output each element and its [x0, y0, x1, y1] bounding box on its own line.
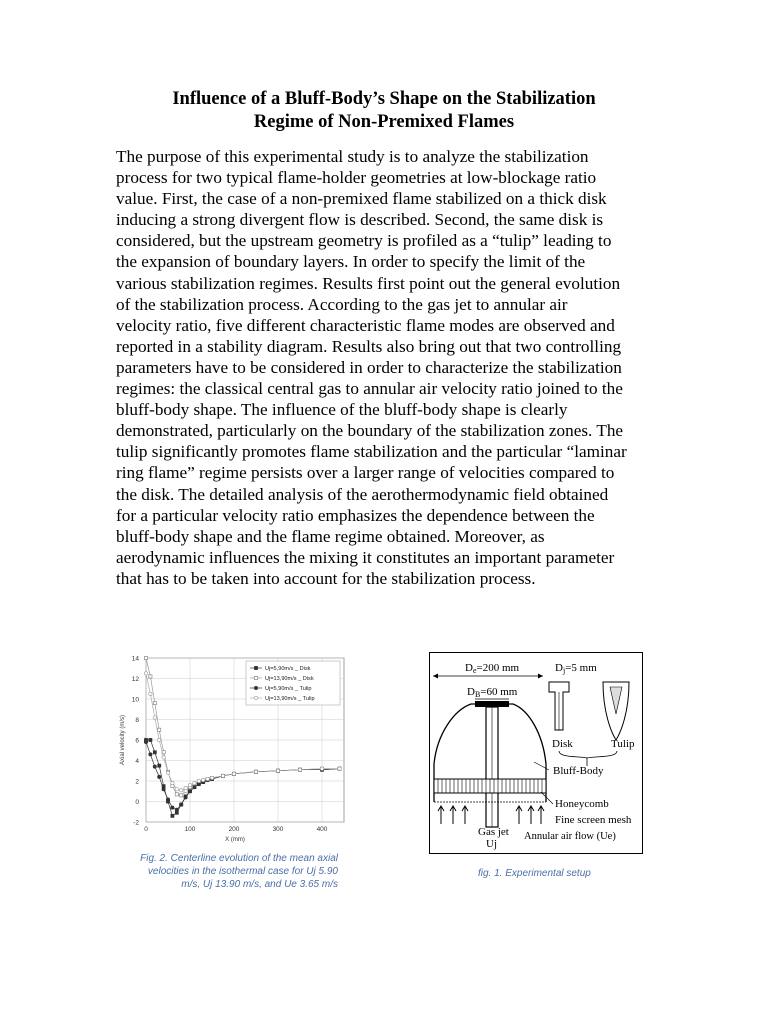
data-point: [254, 770, 257, 773]
title-line: Influence of a Bluff-Body’s Shape on the Stabilization: [172, 89, 596, 109]
abstract-line: the expansion of boundary layers. In order to specify the limit of the: [116, 252, 586, 272]
data-point: [158, 728, 161, 731]
x-axis-label: X (mm): [225, 837, 245, 843]
label-uj: Uj: [486, 838, 497, 850]
data-point: [232, 772, 235, 775]
abstract-line: inducing a strong divergent flow is described. Second, the same disk is: [116, 210, 604, 230]
abstract-line: various stabilization regimes. Results first point out the general evolution: [116, 273, 621, 293]
data-point: [254, 696, 257, 699]
data-point: [175, 808, 178, 811]
label-tulip: Tulip: [611, 738, 635, 750]
caption-line: m/s, Uj 13.90 m/s, and Ue 3.65 m/s: [181, 879, 338, 890]
label-db: DB=60 mm: [467, 686, 518, 699]
figure-2-caption: [128, 852, 338, 891]
data-point: [171, 814, 174, 817]
abstract-line: tulip significantly promotes flame stabilization and the particular “laminar: [116, 442, 627, 462]
data-point: [153, 751, 156, 754]
label-de: De=200 mm: [465, 662, 520, 675]
legend-label: Uj=5,90m/s _ Disk: [265, 666, 311, 672]
data-point: [158, 738, 161, 741]
data-point: [171, 806, 174, 809]
data-point: [202, 778, 205, 781]
y-tick-label: -2: [133, 819, 139, 827]
y-tick-label: 0: [135, 799, 139, 806]
data-point: [144, 672, 147, 675]
label-disk: Disk: [552, 738, 573, 750]
data-point: [193, 781, 196, 784]
abstract-line: ring flame” regime persists over a larger range of velocities compared to: [116, 463, 615, 483]
caption-line: Fig. 2. Centerline evolution of the mean axial: [140, 853, 338, 864]
data-point: [180, 803, 183, 806]
paper-title: [60, 88, 708, 134]
abstract-line: The purpose of this experimental study is to analyze the stabilization: [116, 147, 589, 166]
data-point: [153, 765, 156, 768]
velocity-chart: [110, 648, 350, 843]
y-tick-label: 14: [131, 655, 139, 663]
figure-1-caption: fig. 1. Experimental setup: [478, 868, 591, 879]
label-gas-jet: Gas jet: [478, 826, 509, 838]
abstract-line: considered, but the upstream geometry is profiled as a “tulip” leading to: [116, 231, 612, 251]
data-point: [184, 796, 187, 799]
data-point: [210, 776, 213, 779]
data-point: [221, 774, 224, 777]
data-point: [188, 790, 191, 793]
data-point: [193, 785, 196, 788]
legend-label: Uj=13,90m/s _ Disk: [265, 676, 314, 682]
data-point: [144, 740, 147, 743]
data-point: [320, 767, 323, 770]
data-point: [158, 764, 161, 767]
label-annular-air: Annular air flow (Ue): [524, 831, 616, 842]
abstract-line: that has to be taken into account for the stabilization process.: [116, 568, 536, 588]
data-point: [197, 779, 200, 782]
abstract-line: of the stabilization process. According to the gas jet to annular air: [116, 294, 568, 314]
data-point: [175, 793, 178, 796]
data-point: [149, 675, 152, 678]
abstract-line: regimes: the classical central gas to annular air velocity ratio joined to the: [116, 379, 623, 399]
data-point: [162, 756, 165, 759]
data-point: [166, 771, 169, 774]
data-point: [153, 716, 156, 719]
abstract-line: bluff-body shape and the flame regime obtained. Moreover, as: [116, 526, 545, 546]
label-fine-mesh: Fine screen mesh: [555, 814, 632, 826]
abstract-line: bluff-body shape. The influence of the bluff-body shape is clearly: [116, 400, 568, 420]
legend-label: Uj=5,90m/s _ Tulip: [265, 686, 312, 692]
x-tick-label: 300: [272, 826, 284, 833]
y-tick-label: 2: [135, 778, 139, 786]
data-point: [166, 798, 169, 801]
data-point: [254, 676, 257, 679]
setup-diagram: [429, 652, 643, 854]
data-point: [180, 789, 183, 792]
y-tick-label: 4: [135, 758, 139, 765]
y-tick-label: 12: [131, 676, 139, 683]
abstract-line: process for two typical flame-holder geometries at low-blockage ratio: [116, 168, 597, 188]
abstract-line: the disk. The detailed analysis of the aerothermodynamic field obtained: [116, 484, 609, 504]
data-point: [338, 767, 341, 770]
abstract-line: parameters have to be considered in order to characterize the stabilization: [116, 357, 622, 377]
label-honeycomb: Honeycomb: [555, 798, 609, 810]
data-point: [298, 768, 301, 771]
x-tick-label: 400: [316, 826, 328, 833]
abstract-line: reported in a stability diagram. Results also bring out that two controlling: [116, 336, 622, 356]
data-point: [153, 702, 156, 705]
y-tick-label: 8: [135, 717, 139, 724]
title-line: Regime of Non-Premixed Flames: [253, 112, 515, 132]
abstract-line: aerodynamic influences the mixing it constitutes an important parameter: [116, 547, 615, 567]
chart-legend: [246, 661, 340, 705]
data-point: [149, 692, 152, 695]
data-point: [188, 783, 191, 786]
y-tick-label: 10: [131, 696, 139, 704]
abstract-line: velocity ratio, five different characteristic flame modes are observed and: [116, 315, 615, 335]
legend-label: Uj=13,90m/s _ Tulip: [265, 696, 315, 702]
data-point: [254, 666, 257, 669]
x-tick-label: 100: [184, 826, 196, 833]
disk-top: [475, 701, 509, 707]
label-bluff-body: Bluff-Body: [553, 765, 604, 777]
abstract-line: demonstrated, particularly on the boundary of the stabilization zones. The: [116, 421, 624, 441]
data-point: [149, 753, 152, 756]
data-point: [254, 686, 257, 689]
y-axis-label: Axial velocity (m/s): [120, 714, 126, 766]
y-tick-label: 6: [135, 737, 139, 745]
abstract-line: value. First, the case of a non-premixed flame stabilized on a thick disk: [116, 189, 607, 209]
data-point: [162, 788, 165, 791]
x-tick-label: 200: [228, 826, 240, 833]
label-dj: Dj=5 mm: [555, 662, 597, 675]
data-point: [171, 781, 174, 784]
data-point: [158, 775, 161, 778]
abstract-paragraph: [116, 146, 656, 589]
caption-line: velocities in the isothermal case for Uj 5.90: [147, 866, 338, 877]
abstract-line: for a particular velocity ratio emphasizes the dependence between the: [116, 505, 595, 525]
data-point: [149, 738, 152, 741]
data-point: [276, 769, 279, 772]
data-point: [206, 777, 209, 780]
x-tick-label: 0: [144, 826, 148, 833]
data-point: [175, 788, 178, 791]
data-point: [144, 656, 147, 659]
data-point: [184, 786, 187, 789]
data-point: [180, 794, 183, 797]
